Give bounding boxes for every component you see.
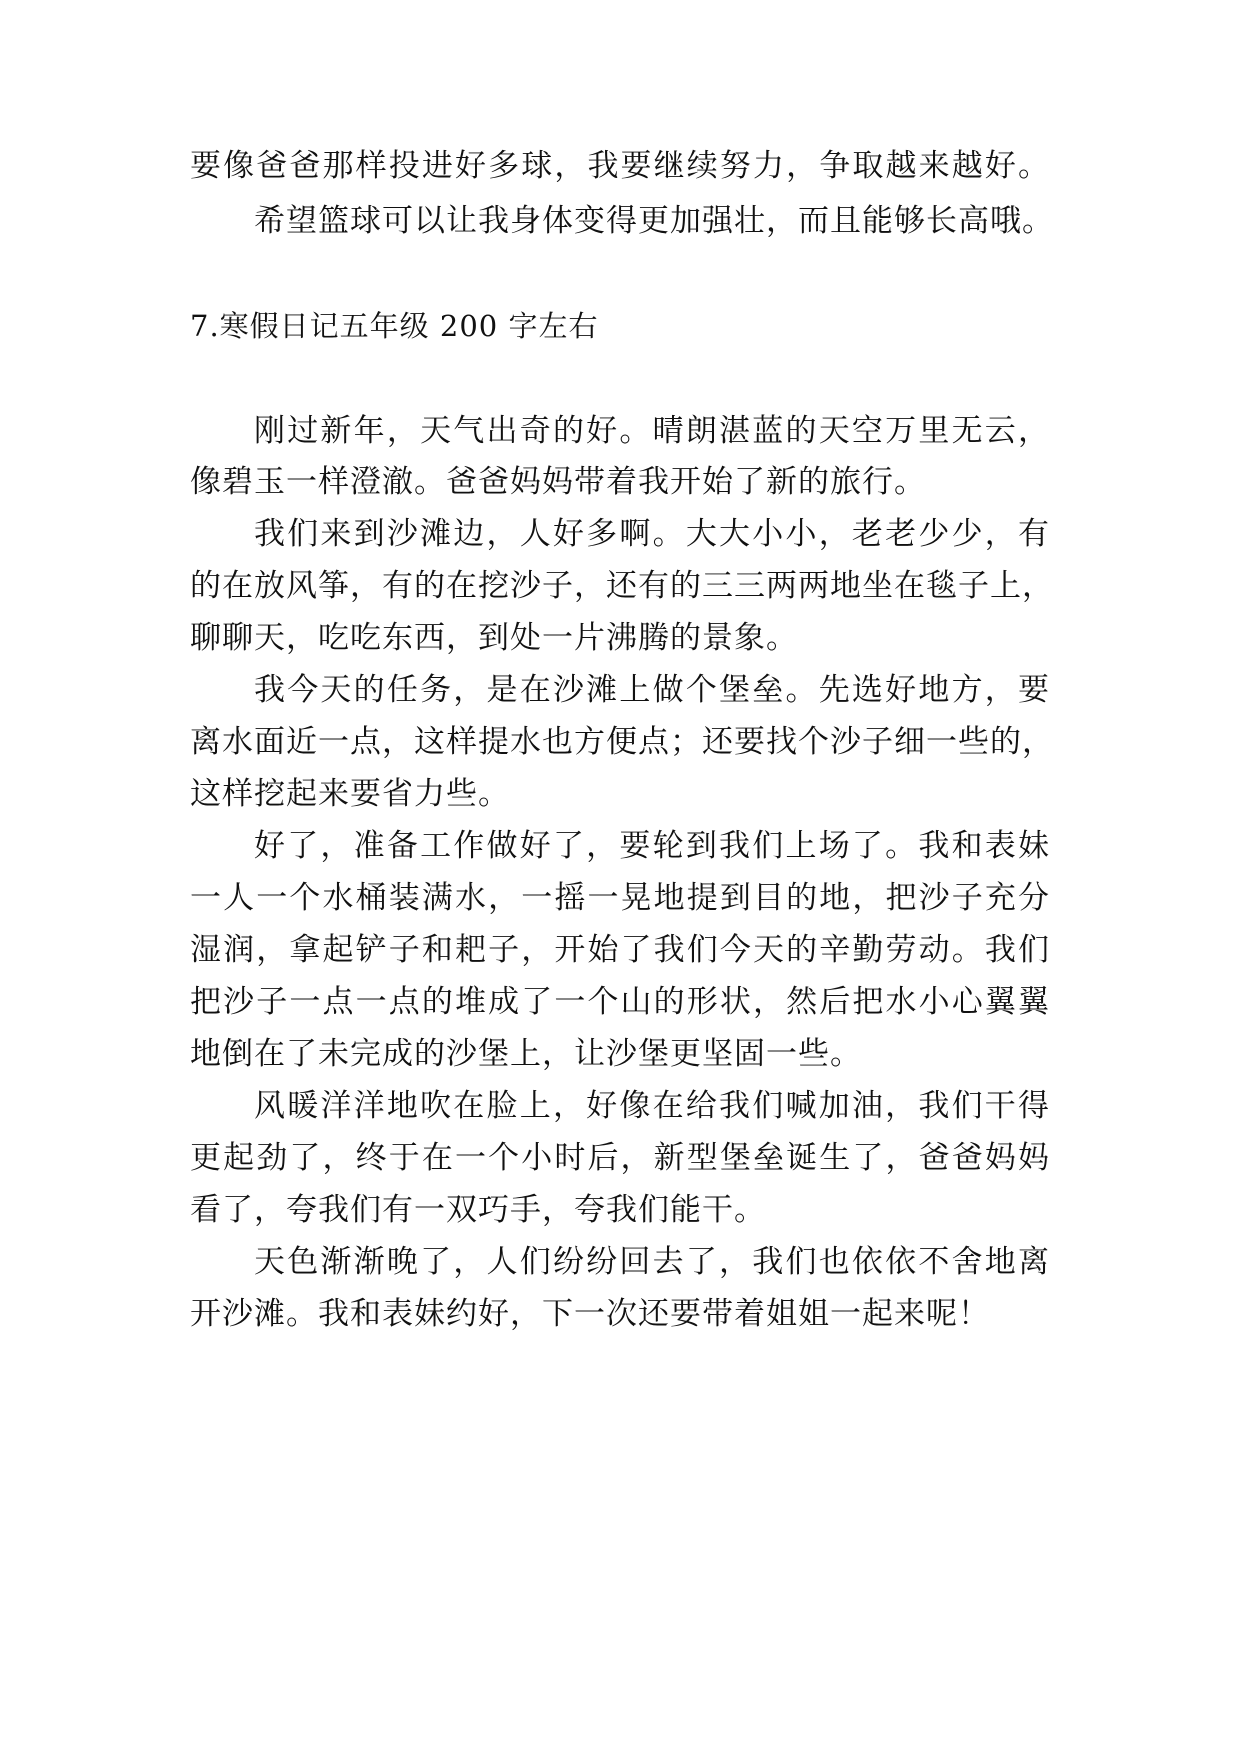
text-line: 我今天的任务，是在沙滩上做个堡垒。先选好地方，要 [254,672,1050,708]
text-line: 一人一个水桶装满水，一摇一晃地提到目的地，把沙子充分 [190,880,1050,916]
section-heading: 7.寒假日记五年级 200 字左右 [190,309,599,343]
text-line: 希望篮球可以让我身体变得更加强壮，而且能够长高哦。 [254,203,1054,239]
text-line: 这样挖起来要省力些。 [190,776,510,812]
text-line: 天色渐渐晚了，人们纷纷回去了，我们也依依不舍地离 [254,1244,1050,1280]
text-line: 聊聊天，吃吃东西，到处一片沸腾的景象。 [190,620,798,656]
text-line: 开沙滩。我和表妹约好，下一次还要带着姐姐一起来呢！ [190,1296,990,1332]
text-line: 刚过新年，天气出奇的好。晴朗湛蓝的天空万里无云， [254,413,1050,449]
text-line: 风暖洋洋地吹在脸上，好像在给我们喊加油，我们干得 [254,1088,1050,1124]
text-line: 的在放风筝，有的在挖沙子，还有的三三两两地坐在毯子上， [190,568,1054,604]
text-line: 更起劲了，终于在一个小时后，新型堡垒诞生了，爸爸妈妈 [190,1140,1050,1176]
text-line: 把沙子一点一点的堆成了一个山的形状，然后把水小心翼翼 [190,984,1050,1020]
text-line: 要像爸爸那样投进好多球，我要继续努力，争取越来越好。 [190,148,1050,184]
text-line: 我们来到沙滩边，人好多啊。大大小小，老老少少，有 [254,516,1050,552]
text-line: 像碧玉一样澄澈。爸爸妈妈带着我开始了新的旅行。 [190,464,926,500]
text-line: 湿润，拿起铲子和耙子，开始了我们今天的辛勤劳动。我们 [190,932,1050,968]
text-line: 好了，准备工作做好了，要轮到我们上场了。我和表妹 [254,828,1050,864]
text-line: 看了，夸我们有一双巧手，夸我们能干。 [190,1192,766,1228]
text-line: 离水面近一点，这样提水也方便点；还要找个沙子细一些的， [190,724,1054,760]
text-line: 地倒在了未完成的沙堡上，让沙堡更坚固一些。 [190,1036,862,1072]
